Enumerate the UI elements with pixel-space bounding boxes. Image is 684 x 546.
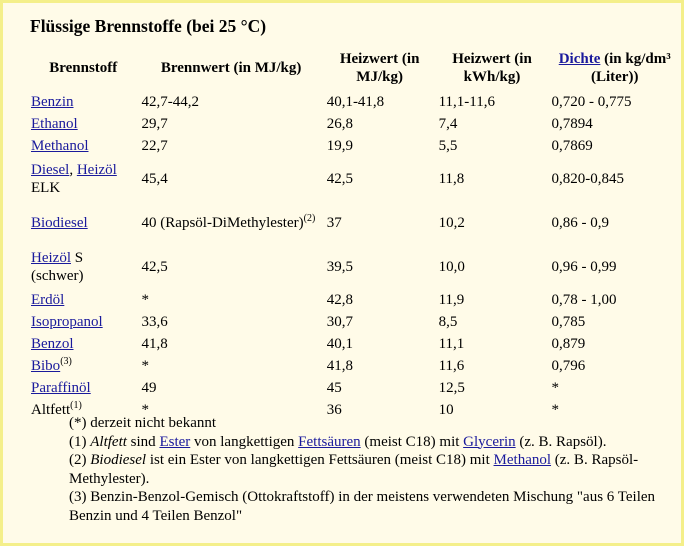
- header-brennstoff: Brennstoff: [49, 60, 118, 76]
- cell-dichte: 0,720 - 0,775: [551, 94, 632, 110]
- cell-name: [28, 113, 139, 135]
- cell-brennwert: 41,8: [141, 336, 168, 352]
- cell-heizwert-mj: 30,7: [326, 314, 353, 330]
- cell-brennwert: 29,7: [141, 116, 168, 132]
- cell-dichte: 0,7869: [551, 138, 593, 154]
- footnote-3: (3) Benzin-Benzol-Gemisch (Ottokraftstoff) in der meistens verwendeten Mischung "aus 6 Teilen Benzin und 4 Teilen Benzol": [69, 489, 656, 524]
- cell-dichte: 0,820-0,845: [551, 171, 624, 187]
- cell-dichte: 0,78 - 1,00: [551, 292, 617, 308]
- cell-dichte: 0,96 - 0,99: [551, 259, 617, 275]
- cell-name: [28, 289, 139, 311]
- header-heizwert-kwh: Heizwert (in kWh/kg): [452, 51, 532, 85]
- fuel-link-biodiesel[interactable]: Biodiesel: [31, 215, 88, 231]
- cell-heizwert-kwh: 10: [438, 402, 454, 418]
- fuel-link-diesel[interactable]: Diesel: [31, 162, 70, 178]
- fuel-link-erdoel[interactable]: Erdöl: [31, 292, 65, 308]
- cell-heizwert-kwh: 11,8: [438, 171, 465, 187]
- table-row: [28, 355, 681, 377]
- footnote-1: [69, 433, 669, 452]
- cell-heizwert-kwh: 10,2: [438, 215, 465, 231]
- dichte-link[interactable]: Dichte: [558, 51, 601, 67]
- cell-heizwert-mj: 39,5: [326, 259, 353, 275]
- fuel-link-ethanol[interactable]: Ethanol: [31, 116, 78, 132]
- cell-heizwert-mj: 40,1-41,8: [326, 94, 385, 110]
- fuel-link-benzol[interactable]: Benzol: [31, 336, 74, 352]
- cell-heizwert-kwh: 7,4: [438, 116, 458, 132]
- cell-brennwert: 42,7-44,2: [141, 94, 200, 110]
- cell-heizwert-mj: 45: [326, 380, 342, 396]
- cell-name: [28, 377, 139, 399]
- table-row: [28, 157, 681, 201]
- cell-heizwert-mj: 40,1: [326, 336, 353, 352]
- fuel-link-benzin[interactable]: Benzin: [31, 94, 74, 110]
- cell-name: [28, 355, 139, 377]
- name-suffix: ELK: [31, 180, 61, 196]
- glycerin-link[interactable]: Glycerin: [463, 433, 516, 450]
- footnote-ref: (2): [303, 213, 316, 224]
- cell-heizwert-mj: 37: [326, 215, 342, 231]
- footnote-2-term: Biodiesel: [90, 452, 147, 468]
- table-row: [28, 377, 681, 399]
- page-title: Flüssige Brennstoffe (bei 25 °C): [30, 16, 267, 36]
- cell-dichte: 0,785: [551, 314, 586, 330]
- footnote-ref: (1): [70, 400, 82, 411]
- cell-brennwert: 22,7: [141, 138, 168, 154]
- header-heizwert-mj: Heizwert (in MJ/kg): [339, 51, 420, 85]
- ester-link[interactable]: Ester: [159, 433, 191, 450]
- cell-name: [28, 91, 139, 113]
- cell-heizwert-kwh: 11,1: [438, 336, 465, 352]
- cell-heizwert-mj: 42,8: [326, 292, 353, 308]
- table-row: [28, 201, 681, 245]
- cell-heizwert-mj: 42,5: [326, 171, 353, 187]
- cell-heizwert-mj: 41,8: [326, 358, 353, 374]
- cell-brennwert: *: [141, 358, 150, 374]
- cell-name: [28, 311, 139, 333]
- cell-dichte: 0,796: [551, 358, 586, 374]
- table-row: [28, 333, 681, 355]
- cell-dichte: 0,879: [551, 336, 586, 352]
- fuel-link-isopropanol[interactable]: Isopropanol: [31, 314, 103, 330]
- footnote-0: (*) derzeit nicht bekannt: [69, 415, 217, 431]
- cell-heizwert-kwh: 8,5: [438, 314, 458, 330]
- cell-name: [28, 333, 139, 355]
- fuel-link-heizoel-s[interactable]: Heizöl: [31, 250, 71, 266]
- table-row: [28, 311, 681, 333]
- cell-dichte: 0,86 - 0,9: [551, 215, 609, 231]
- cell-dichte: *: [551, 402, 559, 418]
- footnote-1-text: von langkettigen: [190, 433, 299, 450]
- cell-heizwert-kwh: 5,5: [438, 138, 458, 154]
- cell-name: [28, 157, 139, 201]
- footnotes: [69, 414, 669, 525]
- footnote-2: [69, 451, 669, 488]
- cell-brennwert: 33,6: [141, 314, 168, 330]
- methanol-link[interactable]: Methanol: [493, 452, 552, 468]
- footnote-1-text: (z. B. Rapsöl).: [515, 433, 607, 450]
- cell-brennwert: 45,4: [141, 171, 168, 187]
- table-row: [28, 113, 681, 135]
- fuel-table: [28, 45, 681, 421]
- footnote-1-text: sind: [126, 433, 160, 450]
- footnote-2-prefix: (2): [69, 452, 91, 468]
- header-dichte: [548, 45, 681, 91]
- header-dichte-text: (in kg/dm³ (Liter)): [590, 51, 671, 85]
- cell-heizwert-kwh: 11,9: [438, 292, 465, 308]
- footnote-2-text: (z. B. Rapsöl-Methylester).: [69, 452, 639, 487]
- table-row: [28, 289, 681, 311]
- fuel-link-bibo[interactable]: Bibo: [31, 358, 61, 374]
- table-row: [28, 135, 681, 157]
- table-row: [28, 245, 681, 289]
- table-header-row: [28, 45, 681, 91]
- name-suffix: S (schwer): [31, 250, 84, 284]
- cell-brennwert: [139, 201, 324, 245]
- cell-heizwert-kwh: 11,6: [438, 358, 465, 374]
- footnote-1-prefix: (1): [69, 433, 91, 450]
- cell-name: [28, 245, 139, 289]
- fuel-link-paraffinoel[interactable]: Paraffinöl: [31, 380, 91, 396]
- fuel-name-altfett: Altfett: [31, 402, 71, 418]
- cell-heizwert-kwh: 11,1-11,6: [438, 94, 495, 110]
- fettsaeuren-link[interactable]: Fettsäuren: [298, 433, 361, 450]
- header-brennwert: Brennwert (in MJ/kg): [160, 60, 302, 76]
- brennwert-text: 40 (Rapsöl-DiMethylester): [141, 215, 304, 231]
- cell-heizwert-mj: 36: [326, 402, 342, 418]
- table-row: [28, 91, 681, 113]
- cell-brennwert: *: [141, 402, 150, 418]
- footnote-2-text: ist ein Ester von langkettigen Fettsäuren (meist C18) mit: [146, 452, 494, 468]
- cell-heizwert-kwh: 12,5: [438, 380, 465, 396]
- name-separator: ,: [69, 162, 77, 178]
- cell-dichte: *: [551, 380, 559, 396]
- footnote-1-term: Altfett: [90, 433, 127, 450]
- footnote-ref: (3): [60, 356, 72, 367]
- cell-dichte: 0,7894: [551, 116, 593, 132]
- fuel-link-methanol[interactable]: Methanol: [31, 138, 89, 154]
- cell-name: [28, 135, 139, 157]
- cell-heizwert-mj: 19,9: [326, 138, 353, 154]
- cell-heizwert-mj: 26,8: [326, 116, 353, 132]
- footnote-1-text: (meist C18) mit: [360, 433, 464, 450]
- cell-brennwert: 42,5: [141, 259, 168, 275]
- cell-brennwert: *: [141, 292, 150, 308]
- cell-heizwert-kwh: 10,0: [438, 259, 465, 275]
- cell-name: [28, 201, 139, 245]
- fuel-link-heizoel[interactable]: Heizöl: [76, 162, 117, 178]
- cell-brennwert: 49: [141, 380, 157, 396]
